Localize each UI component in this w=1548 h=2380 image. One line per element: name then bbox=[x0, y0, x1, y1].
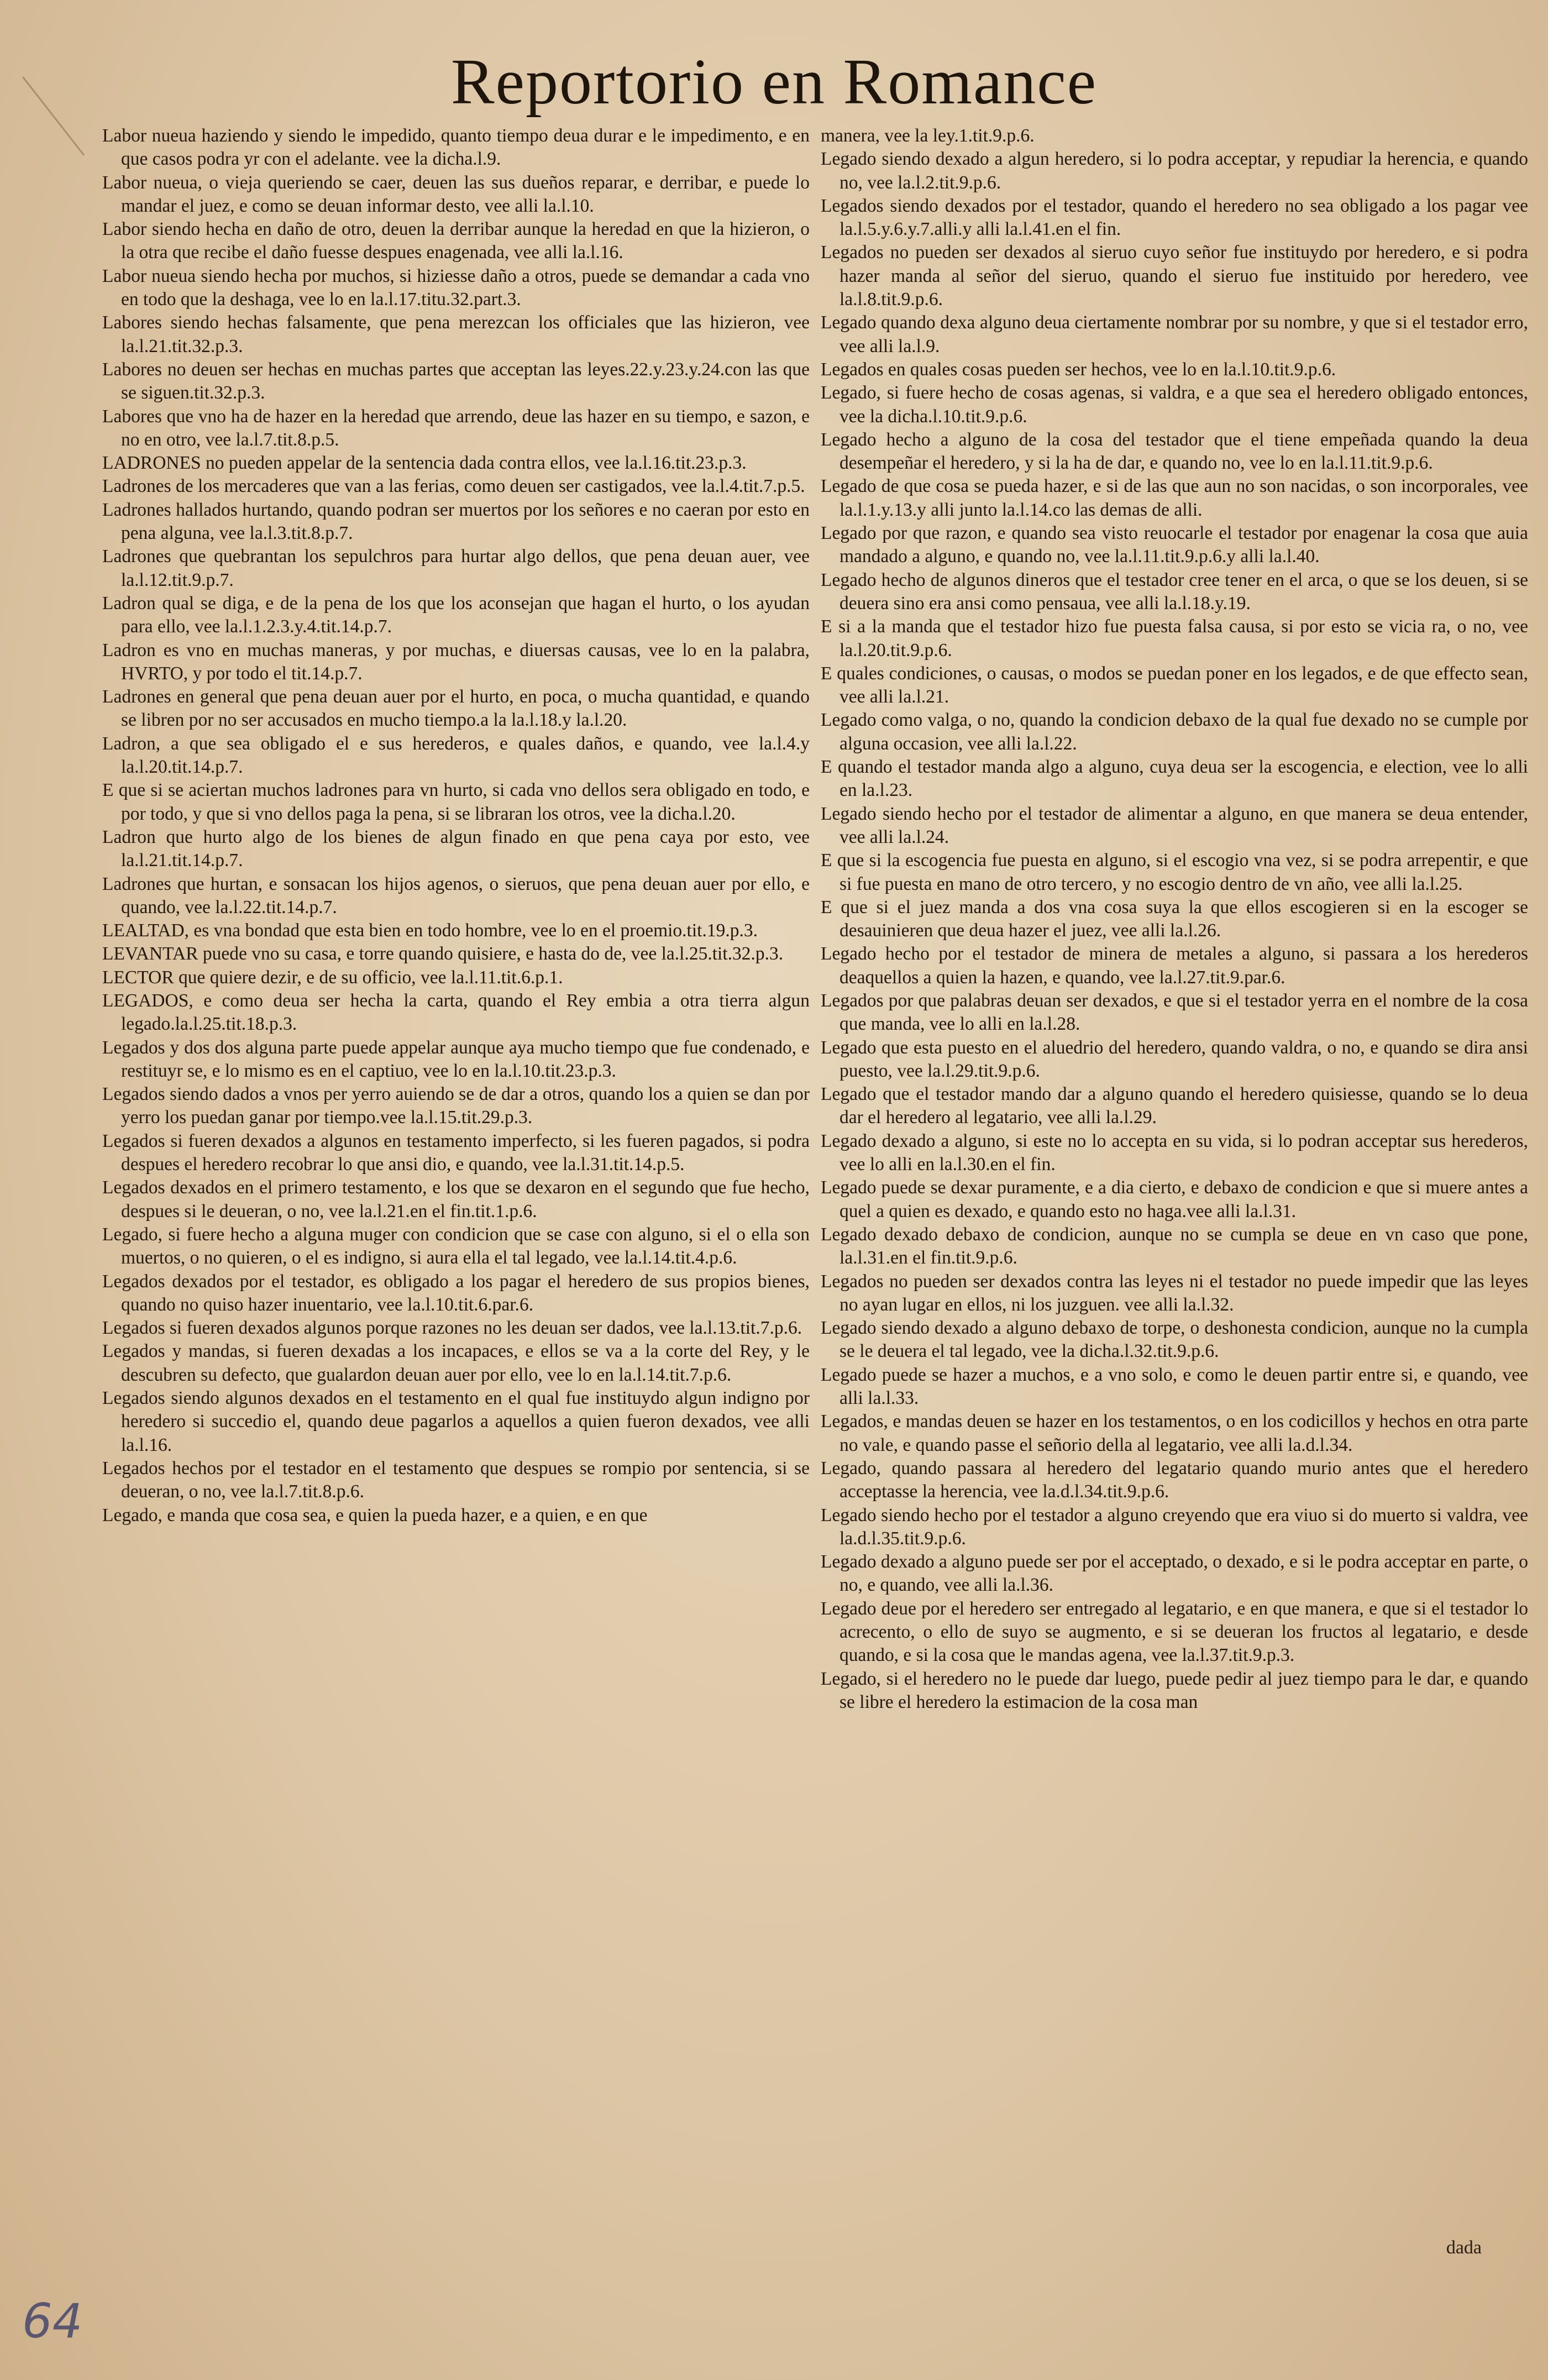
index-entry: Labor nueua, o vieja queriendo se caer, deuen las sus dueños reparar, e derribar, e puede lo mandar el juez, e como se deuan informar desto, vee alli la.l.10. bbox=[102, 172, 810, 216]
index-entry: Legado siendo hecho por el testador de alimentar a alguno, en que manera se deua entender, vee alli la.l.24. bbox=[821, 803, 1528, 847]
index-entry: Legado siendo dexado a algun heredero, si lo podra acceptar, y repudiar la herencia, e quando no, vee la.l.2.tit.9.p.6. bbox=[821, 149, 1528, 193]
index-entry: Ladron es vno en muchas maneras, y por muchas, e diuersas causas, vee lo en la palabra, HVRTO, y por todo el tit.14.p.7. bbox=[102, 639, 810, 684]
index-entry: Ladrones que hurtan, e sonsacan los hijos agenos, o sieruos, que pena deuan auer por ello, e quando, vee la.l.22.tit.14.p.7. bbox=[102, 873, 810, 918]
index-entry: Legado que el testador mando dar a alguno quando el heredero quisiesse, quando se lo deua dar el heredero al legatario, vee alli la.l.29. bbox=[821, 1084, 1528, 1128]
index-entry: Legados siendo algunos dexados en el testamento en el qual fue instituydo algun indigno por heredero si succedio el, quando deue pagarlos a aquellos a quien fueron dexados, vee alli la.l.16. bbox=[102, 1388, 810, 1455]
index-entry: Ladron, a que sea obligado el e sus herederos, e quales daños, e quando, vee la.l.4.y la.l.20.tit.14.p.7. bbox=[102, 733, 810, 778]
index-entry: Ladron que hurto algo de los bienes de algun finado en que pena caya por esto, vee la.l.21.tit.14.p.7. bbox=[102, 826, 810, 871]
index-entry: Legados dexados por el testador, es obligado a los pagar el heredero de sus propios bienes, quando no quiso hazer inuentario, vee la.l.10.tit.6.par.6. bbox=[102, 1271, 810, 1315]
index-entry: LECTOR que quiere dezir, e de su officio, vee la.l.11.tit.6.p.1. bbox=[102, 967, 563, 988]
index-entry: Legado dexado a alguno puede ser por el acceptado, o dexado, e si le podra acceptar en parte, o no, e quando, vee alli la.l.36. bbox=[821, 1551, 1528, 1596]
index-entry: Legados hechos por el testador en el testamento que despues se rompio por sentencia, si se deueran, o no, vee la.l.7.tit.8.p.6. bbox=[102, 1458, 810, 1502]
right-column bbox=[821, 124, 1528, 1714]
index-entry: Legados y dos dos alguna parte puede appelar aunque aya mucho tiempo que fue condenado, e restituyr se, e lo mismo es en el captiuo, vee lo en la.l.10.tit.23.p.3. bbox=[102, 1037, 810, 1081]
index-entry: Legado por que razon, e quando sea visto reuocarle el testador por enagenar la cosa que auia mandado a alguno, e quando no, vee la.l.11.tit.9.p.6.y alli la.l.40. bbox=[821, 523, 1528, 567]
index-entry: manera, vee la ley.1.tit.9.p.6. bbox=[821, 125, 1035, 146]
running-header: Reportorio en Romance bbox=[450, 45, 1098, 118]
index-entry: Legado hecho por el testador de minera de metales a alguno, si passara a los herederos deaquellos a quien la hazen, e quando, vee la.l.27.tit.9.par.6. bbox=[821, 943, 1528, 988]
page-number: 64 bbox=[22, 2294, 83, 2349]
index-entry: Legado, quando passara al heredero del legatario quando murio antes que el heredero acceptasse la herencia, vee la.d.l.34.tit.9.p.6. bbox=[821, 1458, 1528, 1502]
index-entry: Legado deue por el heredero ser entregado al legatario, e en que manera, e que si el testador lo acrecento, o ello de suyo se augmento, e si se deueran los fructos al legatario, e desde quando, e si la cosa que le mandas agena, vee la.l.37.tit.9.p.3. bbox=[821, 1598, 1528, 1666]
index-entry: Legado como valga, o no, quando la condicion debaxo de la qual fue dexado no se cumple por alguna occasion, vee alli la.l.22. bbox=[821, 710, 1528, 754]
index-entry: Legado hecho de algunos dineros que el testador cree tener en el arca, o que se los deuen, si se deuera sino era ansi como pensaua, vee alli la.l.18.y.19. bbox=[821, 569, 1528, 614]
left-column bbox=[102, 124, 810, 1527]
index-entry: Legados no pueden ser dexados al sieruo cuyo señor fue instituydo por heredero, e si podra hazer manda al señor del sieruo, quando el sieruo fue instituido por heredero, vee la.l.8.tit.9.p.6. bbox=[821, 242, 1528, 310]
index-entry: Ladrones en general que pena deuan auer por el hurto, en poca, o mucha quantidad, e quando se libren por no ser accusados en mucho tiempo.a la la.l.18.y la.l.20. bbox=[102, 686, 810, 731]
index-entry: Legado de que cosa se pueda hazer, e si de las que aun no son nacidas, o son incorporales, vee la.l.1.y.13.y alli junto la.l.14.co las demas de alli. bbox=[821, 476, 1528, 520]
index-entry: Legado, e manda que cosa sea, e quien la pueda hazer, e a quien, e en que bbox=[102, 1504, 648, 1525]
index-entry: Legados y mandas, si fueren dexadas a los incapaces, e ellos se va a la corte del Rey, y le descubren su defecto, que gualardon deuan auer por ello, vee lo en la.l.14.tit.7.p.6. bbox=[102, 1341, 810, 1385]
index-entry: Legados si fueren dexados algunos porque razones no les deuan ser dados, vee la.l.13.tit.7.p.6. bbox=[102, 1318, 802, 1339]
index-entry: Legados en quales cosas pueden ser hechos, vee lo en la.l.10.tit.9.p.6. bbox=[821, 359, 1336, 380]
index-entry: Labores que vno ha de hazer en la heredad que arrendo, deue las hazer en su tiempo, e sazon, e no en otro, vee la.l.7.tit.8.p.5. bbox=[102, 406, 810, 450]
index-entry: Legado siendo hecho por el testador a alguno creyendo que era viuo si do muerto si valdra, vee la.d.l.35.tit.9.p.6. bbox=[821, 1504, 1528, 1549]
index-entry: Legado que esta puesto en el aluedrio del heredero, quando valdra, o no, e quando se dira ansi puesto, vee la.l.29.tit.9.p.6. bbox=[821, 1037, 1528, 1081]
index-entry: Legado siendo dexado a alguno debaxo de torpe, o deshonesta condicion, aunque no la cumpla se le deuera el tal legado, vee la dicha.l.32.tit.9.p.6. bbox=[821, 1318, 1528, 1362]
index-entry: Legado, si el heredero no le puede dar luego, puede pedir al juez tiempo para le dar, e quando se libre el heredero la estimacion de la cosa man bbox=[821, 1668, 1528, 1712]
index-entry: Ladrones que quebrantan los sepulchros para hurtar algo dellos, que pena deuan auer, vee la.l.12.tit.9.p.7. bbox=[102, 546, 810, 590]
index-entry: Legado quando dexa alguno deua ciertamente nombrar por su nombre, y que si el testador erro, vee alli la.l.9. bbox=[821, 312, 1528, 357]
index-entry: LADRONES no pueden appelar de la sentencia dada contra ellos, vee la.l.16.tit.23.p.3. bbox=[102, 453, 747, 474]
index-entry: Legado puede se hazer a muchos, e a vno solo, e como le deuen partir entre si, e quando, vee alli la.l.33. bbox=[821, 1364, 1528, 1409]
index-entry: Ladron qual se diga, e de la pena de los que los aconsejan que hagan el hurto, o los ayudan para ello, vee la.l.1.2.3.y.4.tit.14.p.7. bbox=[102, 593, 810, 637]
index-entry: Ladrones hallados hurtando, quando podran ser muertos por los señores e no caeran por esto en pena alguna, vee la.l.3.tit.8.p.7. bbox=[102, 499, 810, 544]
index-entry: Labor nueua siendo hecha por muchos, si hiziesse daño a otros, puede se demandar a cada vno en todo que la deshaga, vee lo en la.l.17.titu.32.part.3. bbox=[102, 265, 810, 310]
index-entry: Labor siendo hecha en daño de otro, deuen la derribar aunque la heredad en que la hizieron, o la otra que recibe el daño fuesse despues enagenada, vee alli la.l.16. bbox=[102, 219, 810, 263]
index-entry: Legado dexado debaxo de condicion, aunque no se cumpla se deue en vn caso que pone, la.l.31.en el fin.tit.9.p.6. bbox=[821, 1224, 1528, 1268]
index-entry: E quando el testador manda algo a alguno, cuya deua ser la escogencia, e election, vee lo alli en la.l.23. bbox=[821, 757, 1528, 801]
index-entry: Labores siendo hechas falsamente, que pena merezcan los officiales que las hizieron, vee la.l.21.tit.32.p.3. bbox=[102, 312, 810, 357]
index-entry: E que si se aciertan muchos ladrones para vn hurto, si cada vno dellos sera obligado en todo, e por todo, y que si vno dellos paga la pena, si se libraran los otros, vee la dicha.l.20. bbox=[102, 780, 810, 824]
index-entry: Ladrones de los mercaderes que van a las ferias, como deuen ser castigados, vee la.l.4.tit.7.p.5. bbox=[102, 476, 805, 497]
index-entry: Legados siendo dexados por el testador, quando el heredero no sea obligado a los pagar vee la.l.5.y.6.y.7.alli.y alli la.l.41.en el fin. bbox=[821, 195, 1528, 240]
index-entry: Legado, si fuere hecho de cosas agenas, si valdra, e a que sea el heredero obligado entonces, vee la dicha.l.10.tit.9.p.6. bbox=[821, 382, 1528, 427]
index-entry: E que si el juez manda a dos vna cosa suya la que ellos escogieren si en la escoger se desauinieren que deua hazer el juez, vee alli la.l.26. bbox=[821, 897, 1528, 941]
index-entry: Legados, e mandas deuen se hazer en los testamentos, o en los codicillos y hechos en otra parte no vale, e quando passe el señorio della al legatario, vee alli la.d.l.34. bbox=[821, 1411, 1528, 1455]
index-entry: E si a la manda que el testador hizo fue puesta falsa causa, si por esto se vicia ra, o no, vee la.l.20.tit.9.p.6. bbox=[821, 616, 1528, 660]
index-entry: Legado, si fuere hecho a alguna muger con condicion que se case con alguno, si el o ella son muertos, o no quieren, o el es indigno, si aura ella el tal legado, vee la.l.14.tit.4.p.6. bbox=[102, 1224, 810, 1268]
index-entry: Legados no pueden ser dexados contra las leyes ni el testador no puede impedir que las leyes no ayan lugar en ellos, ni los juzguen. vee alli la.l.32. bbox=[821, 1271, 1528, 1315]
index-entry: Labores no deuen ser hechas en muchas partes que acceptan las leyes.22.y.23.y.24.con las que se siguen.tit.32.p.3. bbox=[102, 359, 810, 403]
index-entry: Labor nueua haziendo y siendo le impedido, quanto tiempo deua durar e le impedimento, e en que casos podra yr con el adelante. vee la dicha.l.9. bbox=[102, 125, 810, 170]
index-entry: Legados dexados en el primero testamento, e los que se dexaron en el segundo que fue hecho, despues si le deueran, o no, vee la.l.21.en el fin.tit.1.p.6. bbox=[102, 1177, 810, 1222]
index-entry: Legado puede se dexar puramente, e a dia cierto, e debaxo de condicion e que si muere antes a quel a quien es dexado, e quando esto no haga.vee alli la.l.31. bbox=[821, 1177, 1528, 1222]
index-entry: E que si la escogencia fue puesta en alguno, si el escogio vna vez, si se podra arrepentir, e que si fue puesta en mano de otro tercero, y no escogio dentro de vn año, vee alli la.l.25. bbox=[821, 850, 1528, 894]
index-entry: LEALTAD, es vna bondad que esta bien en todo hombre, vee lo en el proemio.tit.19.p.3. bbox=[102, 920, 758, 941]
index-entry: Legados por que palabras deuan ser dexados, e que si el testador yerra en el nombre de la cosa que manda, vee lo alli en la.l.28. bbox=[821, 990, 1528, 1035]
catchword: dada bbox=[1446, 2237, 1482, 2258]
index-entry: Legado dexado a alguno, si este no lo accepta en su vida, si lo podran acceptar sus herederos, vee lo alli en la.l.30.en el fin. bbox=[821, 1130, 1528, 1175]
index-entry: Legados si fueren dexados a algunos en testamento imperfecto, si les fueren pagados, si podra despues el heredero recobrar lo que ansi dio, e quando, vee la.l.31.tit.14.p.5. bbox=[102, 1130, 810, 1175]
index-entry: LEGADOS, e como deua ser hecha la carta, quando el Rey embia a otra tierra algun legado.la.l.25.tit.18.p.3. bbox=[102, 990, 810, 1035]
index-entry: Legado hecho a alguno de la cosa del testador que el tiene empeñada quando la deua desempeñar el heredero, y si la ha de dar, e quando no, vee lo en la.l.11.tit.9.p.6. bbox=[821, 429, 1528, 474]
index-entry: LEVANTAR puede vno su casa, e torre quando quisiere, e hasta do de, vee la.l.25.tit.32.p.3. bbox=[102, 943, 784, 964]
index-entry: E quales condiciones, o causas, o modos se puedan poner en los legados, e de que effecto sean, vee alli la.l.21. bbox=[821, 663, 1528, 707]
index-entry: Legados siendo dados a vnos per yerro auiendo se de dar a otros, quando los a quien se dan por yerro los puedan ganar por tiempo.vee la.l.15.tit.29.p.3. bbox=[102, 1084, 810, 1128]
